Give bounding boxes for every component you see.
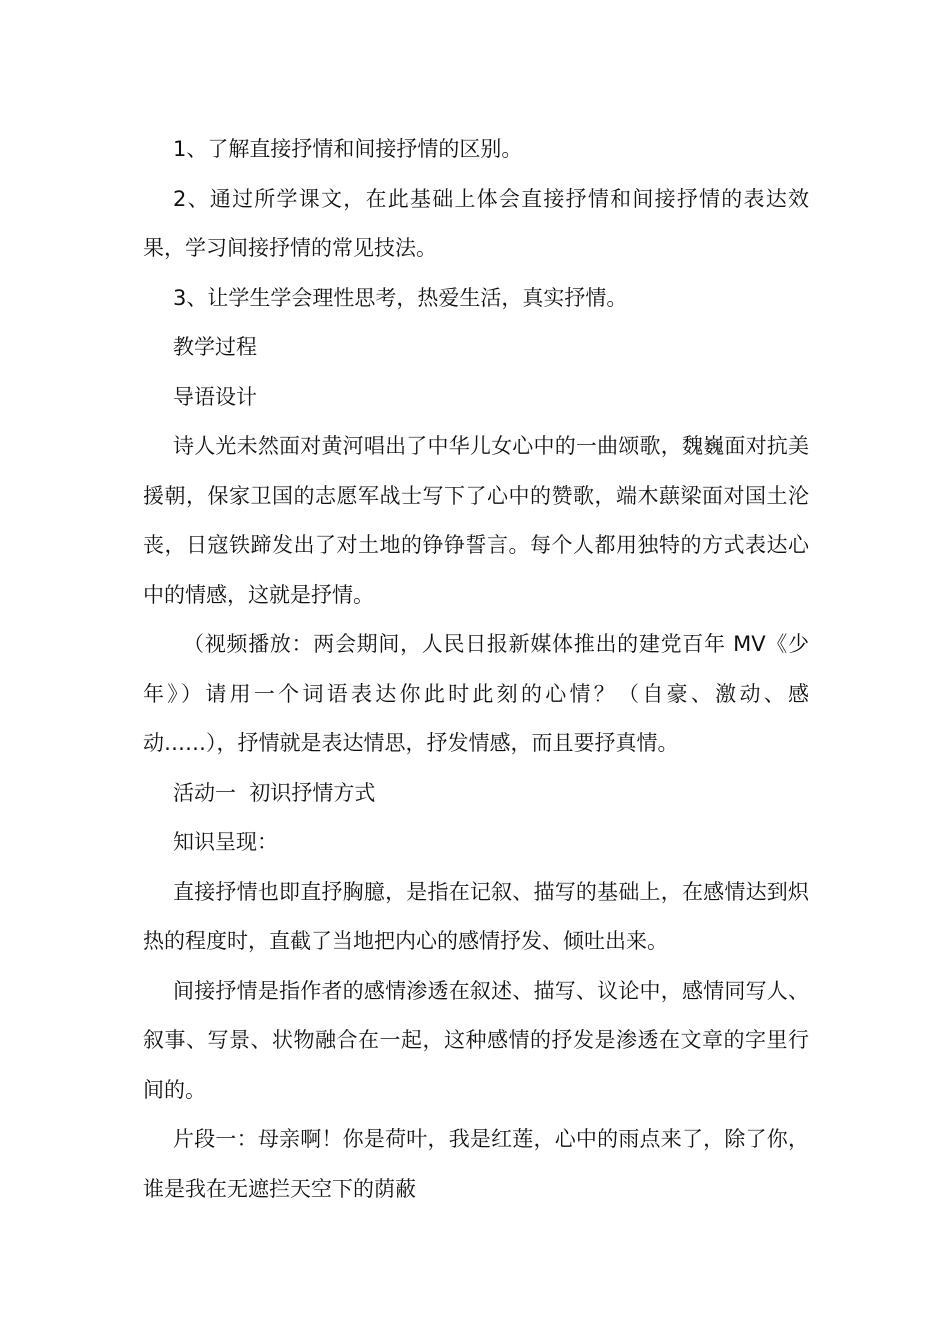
objective-2: 2、通过所学课文，在此基础上体会直接抒情和间接抒情的表达效果，学习间接抒情的常见技法。 [143, 186, 809, 260]
section-heading-intro-design: 导语设计 [173, 384, 257, 409]
document-body [143, 125, 809, 1214]
video-paragraph: （视频播放：两会期间，人民日报新媒体推出的建党百年 MV《少年》）请用一个词语表达你此时此刻的心情？（自豪、激动、感动……），抒情就是表达情思，抒发情感，而且要抒真情。 [143, 632, 809, 755]
knowledge-heading: 知识呈现： [173, 830, 278, 854]
objective-1: 1、了解直接抒情和间接抒情的区别。 [173, 137, 523, 161]
intro-paragraph: 诗人光未然面对黄河唱出了中华儿女心中的一曲颂歌，魏巍面对抗美援朝，保家卫国的志愿军战士写下了心中的赞歌，端木蕻梁面对国土沦丧，日寇铁蹄发出了对土地的铮铮誓言。每个人都用独特的方式表达心中的情感，这就是抒情。 [143, 434, 809, 607]
section-heading-teaching-process: 教学过程 [173, 335, 257, 359]
direct-lyric-definition: 直接抒情也即直抒胸臆，是指在记叙、描写的基础上，在感情达到炽热的程度时，直截了当地把内心的感情抒发、倾吐出来。 [143, 879, 809, 953]
indirect-lyric-definition: 间接抒情是指作者的感情渗透在叙述、描写、议论中，感情同写人、叙事、写景、状物融合在一起，这种感情的抒发是渗透在文章的字里行间的。 [143, 978, 809, 1102]
objective-3: 3、让学生学会理性思考，热爱生活，真实抒情。 [173, 285, 628, 310]
activity-heading: 活动一 初识抒情方式 [173, 780, 376, 805]
excerpt-1: 片段一：母亲啊！你是荷叶，我是红莲，心中的雨点来了，除了你，谁是我在无遮拦天空下的荫蔽 [143, 1127, 809, 1201]
